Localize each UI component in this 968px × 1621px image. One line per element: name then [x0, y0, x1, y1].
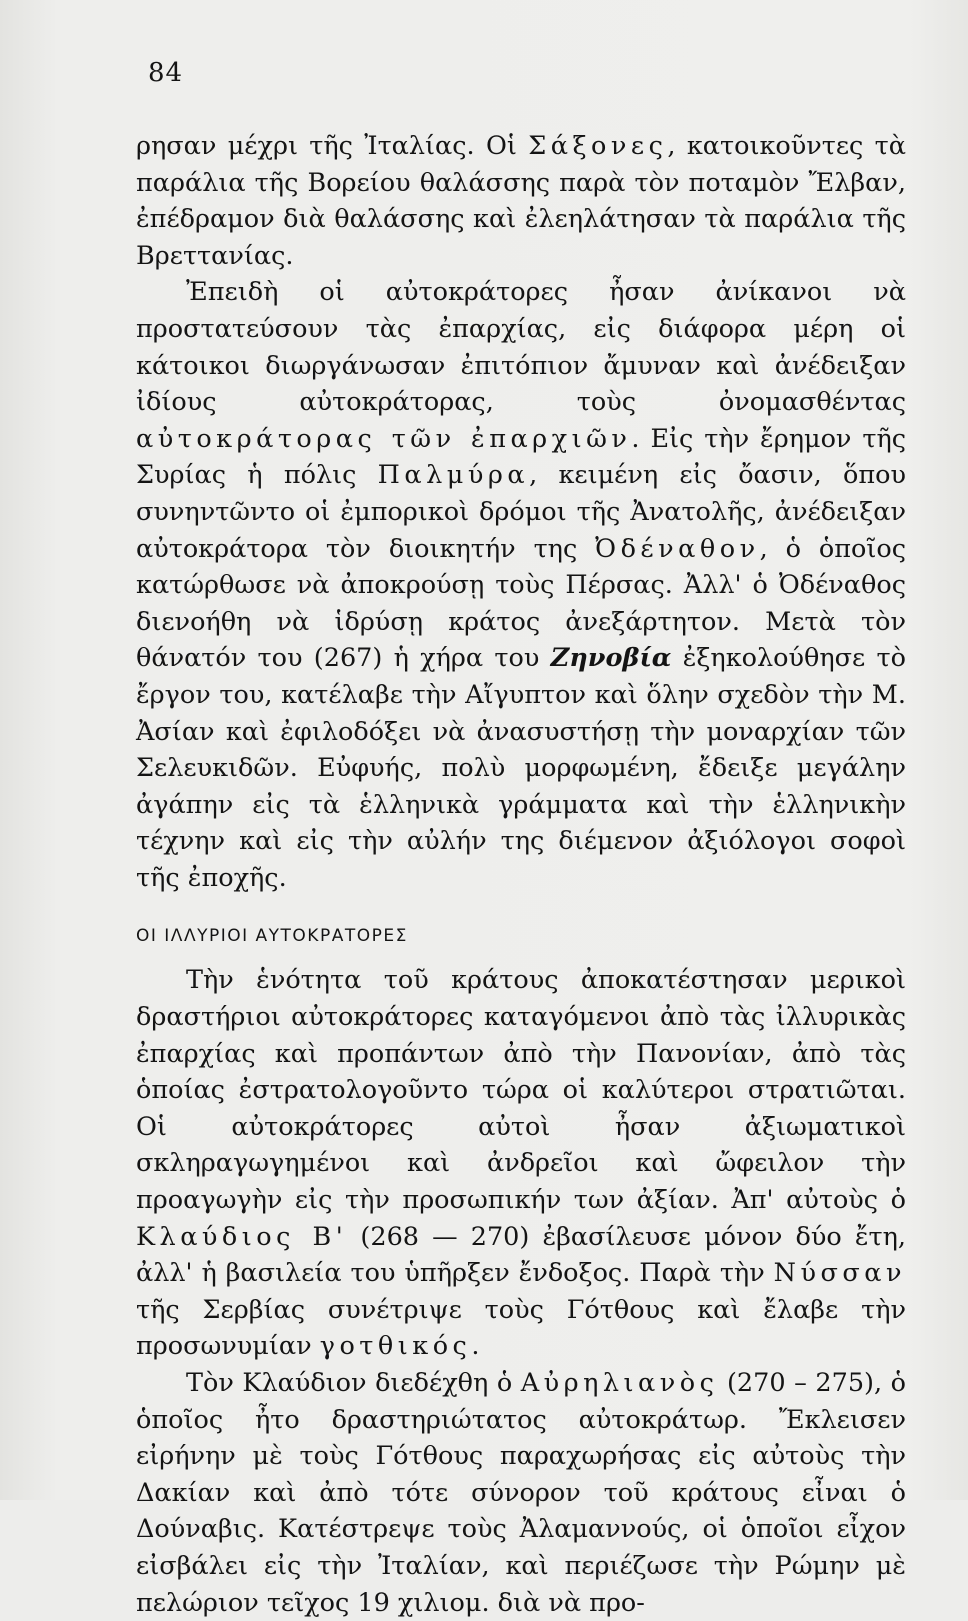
paragraph-illyrian-emperors: [136, 962, 906, 1365]
text-run: τῆς Σερβίας συνέτριψε τοὺς Γότθους καὶ ἔλαβε τὴν προσωνυμίαν: [136, 1294, 906, 1362]
text-run: . Εἰς τὴν ἔρημον τῆς Συρίας ἡ πόλις: [136, 423, 907, 491]
text-run: ἐξηκολούθησε τὸ ἔργον του, κατέλαβε τὴν Αἴγυπτον καὶ ὅλην σχεδὸν τὴν Μ. Ἀσίαν καὶ ἐφιλοδόξει νὰ ἀνασυστήσῃ τὴν μοναρχίαν τῶν Σελευκιδῶν. Εὐφυής, πολὺ μορφωμένη, ἔδειξε μεγάλην ἀγάπην εἰς τὰ ἑλληνικὰ γράμματα καὶ τὴν ἑλληνικὴν τέχνην καὶ εἰς τὴν αὐλήν της διέμενον ἀξιόλογοι σοφοὶ τῆς ἐποχῆς.: [136, 643, 906, 893]
paragraph-provincial-emperors: [136, 274, 906, 896]
paragraph-saxons: [136, 128, 906, 274]
text-run: .: [471, 1331, 480, 1362]
section-heading: ΟΙ ΙΛΛΥΡΙΟΙ ΑΥΤΟΚΡΑΤΟΡΕΣ: [136, 926, 408, 947]
text-run: Ἐπειδὴ οἱ αὐτοκράτορες ἦσαν ἀνίκανοι νὰ προστατεύσουν τὰς ἐπαρχίας, εἰς διάφορα μέρη οἱ κάτοικοι διωργάνωσαν ἐπιτόπιον ἄμυναν καὶ ἀνέδειξαν ἰδίους αὐτοκράτορας, τοὺς ὀνομασθέντας: [136, 277, 906, 418]
emphasis-palmyra: Παλμύρα: [377, 460, 530, 491]
emphasis-gothicus: γοτθικός: [319, 1331, 472, 1362]
text-run: Τὴν ἑνότητα τοῦ κράτους ἀποκατέστησαν μερικοὶ δραστήριοι αὐτοκράτορες καταγόμενοι ἀπὸ τὰς ἰλλυρικὰς ἐπαρχίας καὶ προπάντων ἀπὸ τὴν Πανονίαν, ἀπὸ τὰς ὁποίας ἐστρατολογοῦντο τώρα οἱ καλύτεροι στρατιῶται. Οἱ αὐτοκράτορες αὐτοὶ ἦσαν ἀξιωματικοὶ σκληραγωγημένοι καὶ ἀνδρεῖοι καὶ ὤφειλον τὴν προαγωγὴν εἰς τὴν προσωπικήν των ἀξίαν. Ἀπ' αὐτοὺς ὁ: [136, 965, 906, 1216]
emphasis-provincial-emperors: αὐτοκράτορας τῶν ἐπαρχιῶν: [136, 423, 632, 454]
emphasis-zenobia: Ζηνοβία: [550, 643, 672, 674]
paragraph-aurelian: [136, 1365, 906, 1621]
emphasis-odenathus: Ὀδέναθον: [595, 533, 760, 564]
page-number: 84: [148, 58, 184, 88]
text-run: , κατοικοῦντες τὰ παράλια τῆς Βορείου θαλάσσης παρὰ τὸν ποταμὸν Ἔλβαν, ἐπέδραμον διὰ θαλάσσης καὶ ἐλεηλάτησαν τὰ παράλια τῆς Βρεττανίας.: [136, 131, 906, 271]
text-run: (268 — 270) ἐβασίλευσε μόνον δύο ἔτη, ἀλλ' ἡ βασιλεία του ὑπῆρξεν ἔνδοξος. Παρὰ τὴν: [136, 1221, 906, 1289]
emphasis-saxons: Σάξονες: [528, 131, 668, 161]
text-run: (270 – 275), ὁ ὁποῖος ἦτο δραστηριώτατος αὐτοκράτωρ. Ἔκλεισεν εἰρήνην μὲ τοὺς Γότθους παραχωρήσας εἰς αὐτοὺς τὴν Δακίαν καὶ ἀπὸ τότε σύνορον τοῦ κράτους εἶναι ὁ Δούναβις. Κατέστρεψε τοὺς Ἀλαμαννούς, οἱ ὁποῖοι εἶχον εἰσβάλει εἰς τὴν Ἰταλίαν, καὶ περιέζωσε τὴν Ρώμην μὲ πελώριον τεῖχος 19 χιλιομ. διὰ νὰ προ-: [136, 1368, 906, 1618]
text-run: Τὸν Κλαύδιον διεδέχθη ὁ: [186, 1368, 521, 1398]
text-run: ρησαν μέχρι τῆς Ἰταλίας. Οἱ: [136, 131, 529, 161]
emphasis-claudius: Κλαύδιος Β': [136, 1221, 348, 1252]
text-run: , κειμένη εἰς ὄασιν, ὅπου συνηντῶντο οἱ ἐμπορικοὶ δρόμοι τῆς Ἀνατολῆς, ἀνέδειξαν αὐτοκράτορα τὸν διοικητήν της: [136, 460, 907, 564]
emphasis-aurelian: Αὐρηλιανὸς: [520, 1368, 719, 1398]
emphasis-nyssa: Νύσσαν: [773, 1258, 906, 1289]
text-run: , ὁ ὁποῖος κατώρθωσε νὰ ἀποκρούσῃ τοὺς Πέρσας. Ἀλλ' ὁ Ὀδέναθος διενοήθη νὰ ἱδρύσῃ κράτος ἀνεξάρτητον. Μετὰ τὸν θάνατόν του (267) ἡ χήρα του: [136, 533, 906, 674]
